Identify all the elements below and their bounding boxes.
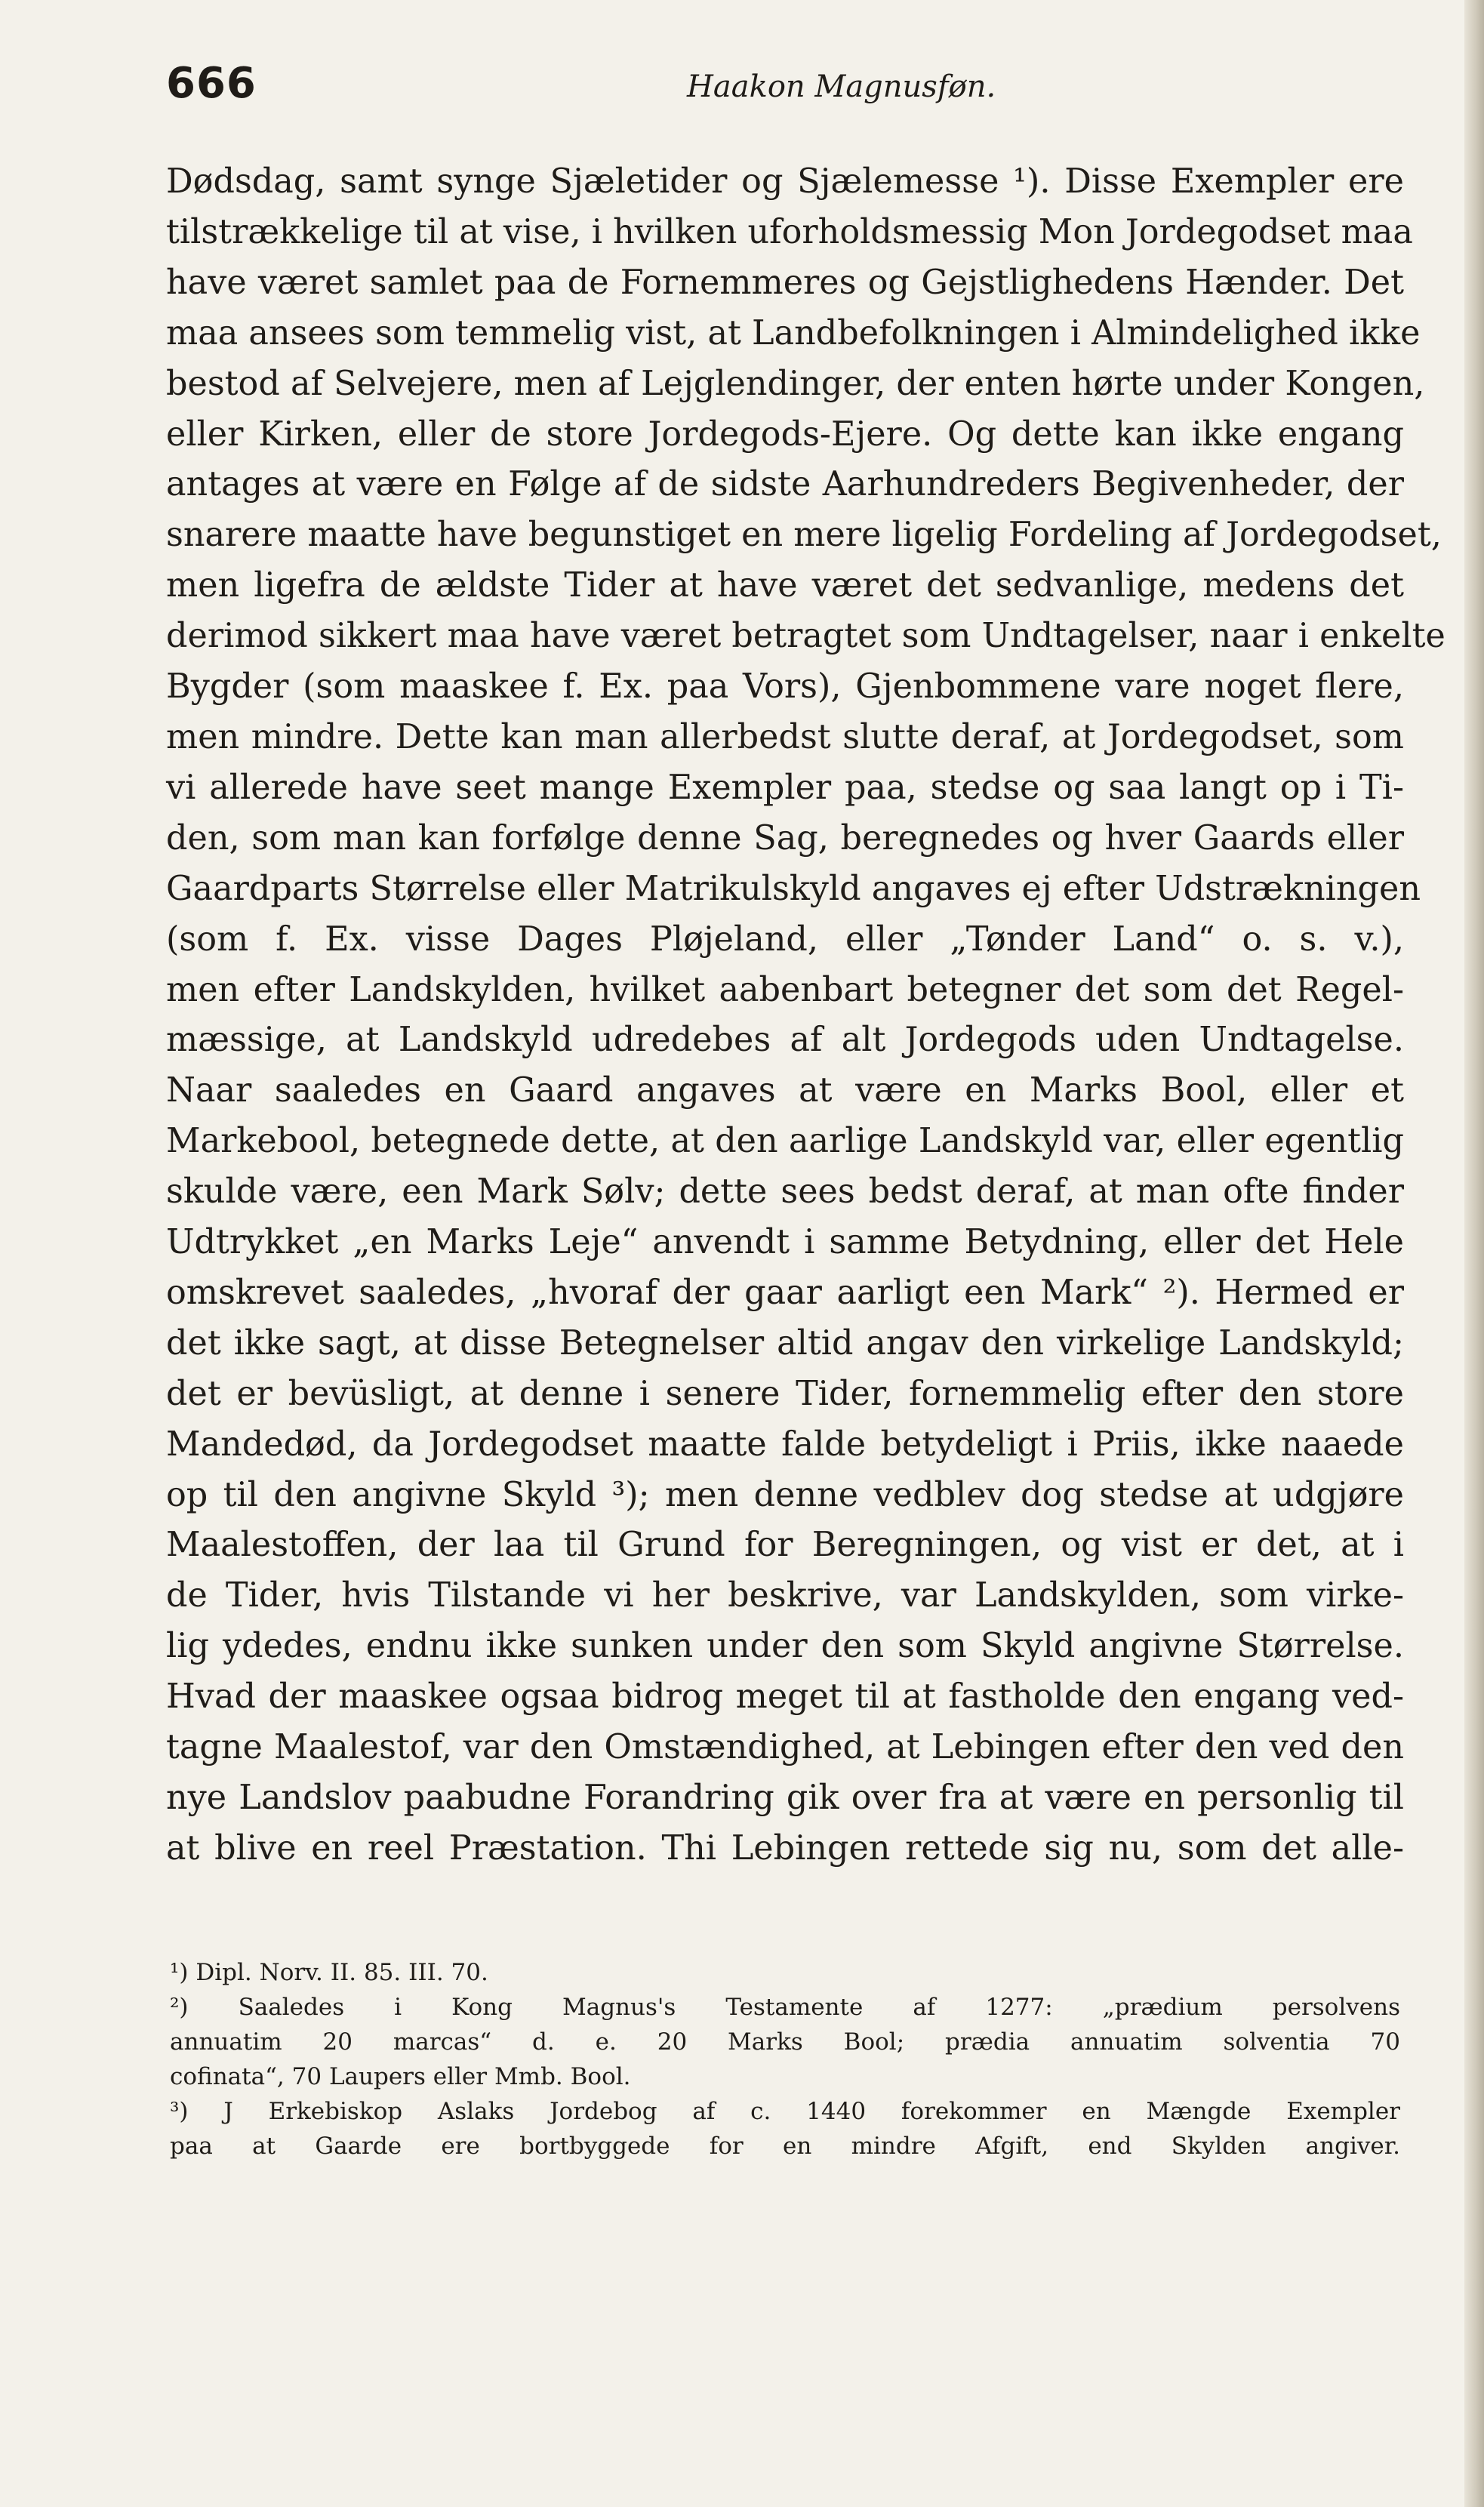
text-line: omskrevet saaledes, „hvoraf der gaar aarligt een Mark“ ²). Hermed er [166,1273,1404,1312]
footnotes [170,1955,1400,2164]
text-line: men ligefra de ældste Tider at have været det sedvanlige, medens det [166,566,1404,605]
text-line: men mindre. Dette kan man allerbedst slutte deraf, at Jordegodset, som [166,717,1404,756]
page-header [166,59,1389,112]
running-head: Haakon Magnusføn. [687,69,996,104]
body-text [166,157,1446,1874]
text-line: (som f. Ex. visse Dages Pløjeland, eller „Tønder Land“ o. s. v.), [166,919,1404,959]
text-line: derimod sikkert maa have været betragtet som Undtagelser, naar i enkelte [166,617,1446,656]
text-line: Naar saaledes en Gaard angaves at være en Marks Bool, eller et [166,1071,1404,1110]
text-line: Maalestoffen, der laa til Grund for Beregningen, og vist er det, at i [166,1526,1404,1565]
text-line: de Tider, hvis Tilstande vi her beskrive, var Landskylden, som virke- [166,1576,1404,1615]
footnote-divider [166,1936,1404,1937]
text-line: nye Landslov paabudne Forandring gik over fra at være en personlig til [166,1779,1404,1817]
footnote: cofinata“, 70 Laupers eller Mmb. Bool. [170,2063,631,2090]
text-line: bestod af Selvejere, men af Lejglendinger, der enten hørte under Kongen, [166,364,1425,403]
footnote: paa at Gaarde ere bortbyggede for en mindre Afgift, end Skylden angiver. [170,2133,1400,2160]
footnote: ²) Saaledes i Kong Magnus's Testamente af 1277: „prædium persolvens [170,1994,1400,2021]
text-line: lig ydedes, endnu ikke sunken under den som Skyld angivne Størrelse. [166,1627,1404,1666]
page-edge [1464,0,1484,2507]
page-number: 666 [166,59,257,108]
text-line: have været samlet paa de Fornemmeres og Gejstlighedens Hænder. Det [166,263,1404,302]
text-line: skulde være, een Mark Sølv; dette sees bedst deraf, at man ofte finder [166,1172,1404,1212]
text-line: den, som man kan forfølge denne Sag, beregnedes og hver Gaards eller [166,818,1404,858]
text-line: Gaardparts Størrelse eller Matrikulskyld angaves ej efter Udstrækningen [166,869,1421,908]
text-line: vi allerede have seet mange Exempler paa, stedse og saa langt op i Ti- [166,768,1404,807]
text-line: Dødsdag, samt synge Sjæletider og Sjælemesse ¹). Disse Exempler ere [166,162,1404,201]
text-line: Bygder (som maaskee f. Ex. paa Vors), Gjenbommene vare noget flere, [166,667,1404,707]
text-line: tilstrækkelige til at vise, i hvilken uforholdsmessig Mon Jordegodset maa [166,212,1413,251]
text-line: mæssige, at Landskyld udredebes af alt Jordegods uden Undtagelse. [166,1021,1404,1060]
text-line: maa ansees som temmelig vist, at Landbefolkningen i Almindelighed ikke [166,313,1421,353]
text-line: men efter Landskylden, hvilket aabenbart betegner det som det Regel- [166,970,1404,1009]
text-line: Markebool, betegnede dette, at den aarlige Landskyld var, eller egentlig [166,1122,1404,1161]
text-line: Hvad der maaskee ogsaa bidrog meget til at fastholde den engang ved- [166,1677,1404,1717]
footnote: ¹) Dipl. Norv. II. 85. III. 70. [170,1959,488,1986]
text-line: op til den angivne Skyld ³); men denne vedblev dog stedse at udgjøre [166,1475,1404,1514]
footnote: annuatim 20 marcas“ d. e. 20 Marks Bool; prædia annuatim solventia 70 [170,2028,1400,2056]
text-line: Udtrykket „en Marks Leje“ anvendt i samme Betydning, eller det Hele [166,1223,1404,1262]
text-line: Mandedød, da Jordegodset maatte falde betydeligt i Priis, ikke naaede [166,1424,1404,1464]
text-line: eller Kirken, eller de store Jordegods-Ejere. Og dette kan ikke engang [166,414,1404,454]
footnote: ³) J Erkebiskop Aslaks Jordebog af c. 1440 forekommer en Mængde Exempler [170,2098,1400,2125]
text-line: at blive en reel Præstation. Thi Lebingen rettede sig nu, som det alle- [166,1828,1404,1868]
text-line: antages at være en Følge af de sidste Aarhundreders Begivenheder, der [166,465,1404,504]
text-line: det ikke sagt, at disse Betegnelser altid angav den virkelige Landskyld; [166,1323,1404,1363]
text-line: det er bevüsligt, at denne i senere Tider, fornemmelig efter den store [166,1374,1404,1413]
text-line: tagne Maalestof, var den Omstændighed, at Lebingen efter den ved den [166,1728,1404,1767]
text-line: snarere maatte have begunstiget en mere ligelig Fordeling af Jordegodset, [166,516,1442,555]
